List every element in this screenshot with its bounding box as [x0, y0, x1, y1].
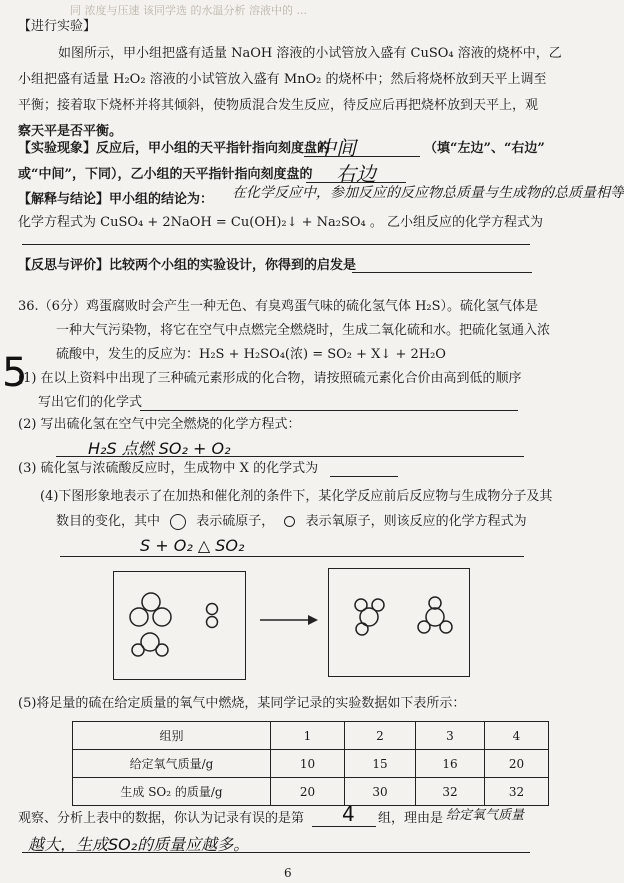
table-cell: 10 [271, 750, 345, 778]
reflection-text: 比较两个小组的实验设计，你得到的启发是 [109, 258, 357, 273]
oxygen-atom [440, 621, 452, 633]
q36-p5-text-a: 观察、分析上表中的数据，你认为记录有误的是第 [18, 811, 305, 826]
table-cell: 20 [485, 750, 549, 778]
phenomenon-hint: （填“左边”、“右边” [424, 141, 545, 156]
experiment-line-1: 如图所示，甲小组把盛有适量 NaOH 溶液的小试管放入盛有 CuSO₄ 溶液的烧杯中，乙 [58, 46, 562, 61]
table-row [73, 750, 549, 778]
oxygen-atom-icon [284, 516, 295, 527]
q36-intro-2: 一种大气污染物，将它在空气中点燃完全燃烧时，生成二氧化硫和水。把硫化氢通入浓 [56, 323, 551, 338]
score-mark: 5 [2, 350, 28, 396]
bleed-through-text: 同 浓度与压速 该同学选 的水温分析 溶液中的 ... [70, 4, 307, 17]
answer-line [330, 476, 398, 477]
q36-p5-text-b: 组，理由是 [378, 811, 444, 826]
reflection-label: 【反思与评价】 [18, 258, 110, 273]
q36-p4-text-b: 表示硫原子， [196, 514, 275, 529]
oxygen-atom [156, 644, 168, 656]
oxygen-atom [355, 599, 367, 611]
table-cell: 32 [485, 778, 549, 806]
answer-line [352, 272, 532, 273]
experiment-line-4: 察天平是否平衡。 [18, 124, 123, 139]
answer-group: 4 [342, 802, 355, 826]
phenomenon-line-1 [18, 140, 330, 158]
sulfur-atom [142, 593, 160, 611]
table-header-cell: 组别 [73, 722, 271, 750]
table-header-cell: 4 [485, 722, 549, 750]
oxygen-atom [418, 621, 430, 633]
conclusion-line-1 [18, 191, 213, 209]
answer-line [22, 244, 530, 245]
answer-right: 右边 [336, 162, 376, 186]
q36-p5-line-1 [18, 810, 304, 828]
table-cell: 生成 SO₂ 的质量/g [73, 778, 271, 806]
answer-line [312, 826, 376, 827]
conclusion-label: 【解释与结论】 [18, 192, 110, 207]
table-header-cell: 2 [345, 722, 416, 750]
q36-p3: (3) 硫化氢与浓硫酸反应时，生成物中 X 的化学式为 [18, 461, 319, 476]
q36-p4-line-2 [56, 513, 527, 531]
reactant-molecules [114, 572, 245, 679]
answer-line [60, 556, 524, 557]
table-header-cell: 3 [416, 722, 485, 750]
phenomenon-line-2: 或“中间”，下同），乙小组的天平指针指向刻度盘的 [18, 167, 313, 182]
sulfur-atom-icon [170, 514, 186, 530]
q36-p4-answer: S + O₂ △ SO₂ [140, 536, 245, 555]
phenomenon-text-a: 反应后，甲小组的天平指针指向刻度盘的 [96, 141, 331, 156]
answer-line [304, 156, 420, 157]
answer-line [140, 410, 518, 411]
table-cell: 30 [345, 778, 416, 806]
q36-p1-line-1: (1) 在以上资料中出现了三种硫元素形成的化合物，请按照硫元素化合价由高到低的顺序 [18, 371, 522, 386]
reason-answer-2: 越大，生成SO₂的质量应越多。 [28, 835, 250, 854]
q36-p4-text-a: 数目的变化，其中 [56, 514, 161, 529]
oxygen-atom [207, 617, 218, 628]
q36-p5: (5)将足量的硫在给定质量的氧气中燃烧，某同学记录的实验数据如下表所示： [18, 696, 466, 711]
conclusion-line-2: 化学方程式为 CuSO₄ + 2NaOH = Cu(OH)₂↓ + Na₂SO₄ 。 乙小组反应的化学方程式为 [18, 215, 544, 230]
table-header-row [73, 722, 549, 750]
reason-answer-1: 给定氧气质量 [446, 808, 525, 823]
table-cell: 32 [416, 778, 485, 806]
table-header-cell: 1 [271, 722, 345, 750]
products-box [328, 568, 470, 677]
table-cell: 给定氧气质量/g [73, 750, 271, 778]
conclusion-text-a: 甲小组的结论为： [109, 192, 214, 207]
table-cell: 16 [416, 750, 485, 778]
oxygen-atom [372, 599, 384, 611]
table-cell: 15 [345, 750, 416, 778]
reflection-line [18, 257, 356, 275]
q36-intro-3: 硫酸中，发生的反应为：H₂S + H₂SO₄(浓) = SO₂ + X↓ + 2H₂O [56, 347, 446, 362]
q36-intro-1: 36.（6分）鸡蛋腐败时会产生一种无色、有臭鸡蛋气味的硫化氢气体 H₂S）。硫化氢气体是 [18, 299, 539, 314]
q36-p4-line-1: (4)下图形象地表示了在加热和催化剂的条件下，某化学反应前后反应物与生成物分子及其 [40, 489, 553, 504]
data-table [72, 721, 549, 806]
q36-p4-text-c: 表示氧原子，则该反应的化学方程式为 [305, 514, 527, 529]
answer-middle: 中间 [316, 136, 356, 160]
q36-p2-answer: H₂S 点燃 SO₂ + O₂ [88, 439, 231, 458]
product-molecules [329, 569, 469, 676]
experiment-heading: 【进行实验】 [18, 19, 97, 34]
answer-line [22, 852, 530, 853]
oxygen-atom [429, 597, 441, 609]
phenomenon-label: 【实验现象】 [18, 141, 97, 156]
q36-p1-line-2: 写出它们的化学式 [38, 395, 143, 410]
oxygen-atom [207, 604, 218, 615]
experiment-line-3: 平衡；接着取下烧杯并将其倾斜，使物质混合发生反应，待反应后再把烧杯放到天平上，观 [18, 98, 539, 113]
page-number: 6 [284, 866, 292, 880]
reaction-arrow-icon [258, 612, 320, 628]
table-cell: 20 [271, 778, 345, 806]
answer-line [56, 456, 524, 457]
reactants-box [113, 571, 246, 680]
oxygen-atom [132, 644, 144, 656]
q36-p2: (2) 写出硫化氢在空气中完全燃烧的化学方程式： [18, 417, 301, 432]
conclusion-answer: 在化学反应中，参加反应的反应物总质量与生成物的总质量相等 [232, 185, 624, 201]
sulfur-atom [130, 608, 148, 626]
table-row [73, 778, 549, 806]
oxygen-atom [356, 623, 368, 635]
sulfur-atom [153, 608, 171, 626]
experiment-line-2: 小组把盛有适量 H₂O₂ 溶液的小试管放入盛有 MnO₂ 的烧杯中；然后将烧杯放到天平上调至 [18, 72, 547, 87]
